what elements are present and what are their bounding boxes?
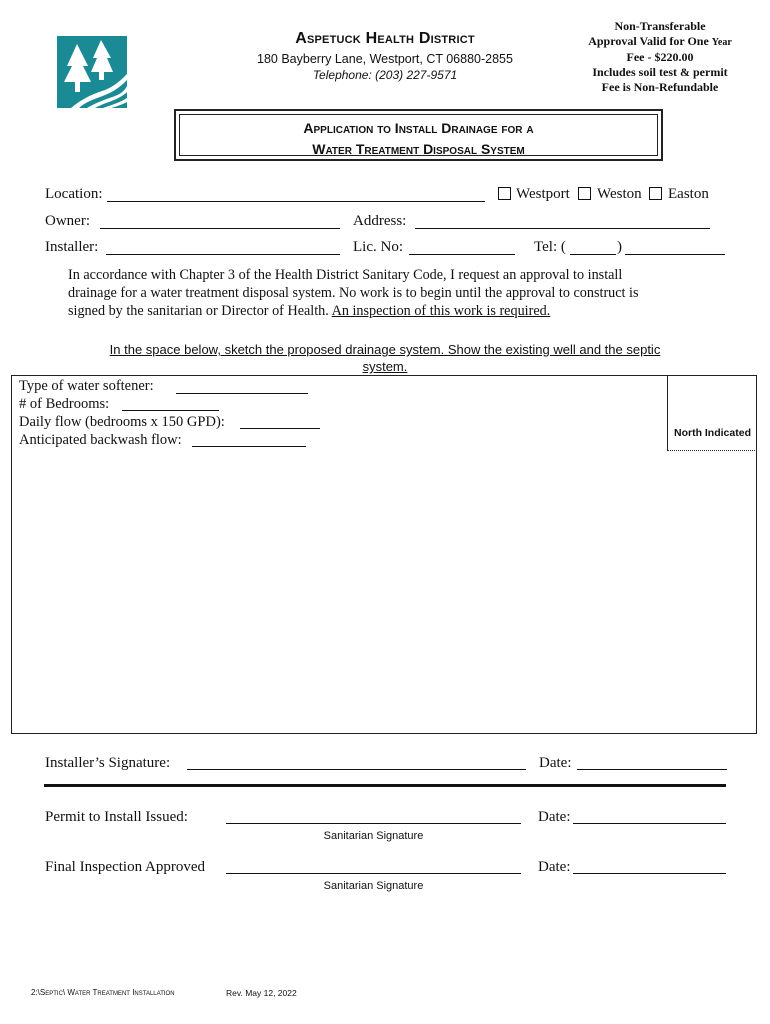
owner-label: Owner: bbox=[45, 213, 90, 229]
weston-checkbox[interactable] bbox=[578, 187, 591, 200]
permit-date-label: Date: bbox=[538, 809, 571, 825]
statement-line-3-text: signed by the sanitarian or Director of Health. bbox=[68, 303, 332, 319]
notice-line-4: Includes soil test & permit bbox=[592, 65, 728, 79]
bedrooms-label: # of Bedrooms: bbox=[19, 396, 110, 412]
permit-label: Permit to Install Issued: bbox=[45, 809, 188, 825]
notice-line-5: Fee is Non-Refundable bbox=[601, 80, 719, 94]
westport-label: Westport bbox=[516, 186, 570, 202]
permit-sanitarian-caption: Sanitarian Signature bbox=[323, 830, 424, 842]
tel-label: Tel: ( bbox=[534, 239, 566, 255]
weston-label: Weston bbox=[597, 186, 642, 202]
sketch-instruction-line-1: In the space below, sketch the proposed drainage system. Show the existing well and the septic bbox=[109, 342, 661, 357]
sketch-instruction bbox=[30, 341, 740, 375]
tel-number-field[interactable] bbox=[625, 254, 725, 255]
permit-signature-field[interactable] bbox=[226, 823, 521, 824]
statement-paragraph bbox=[68, 266, 639, 320]
installer-signature-label: Installer’s Signature: bbox=[45, 755, 171, 771]
easton-label: Easton bbox=[668, 186, 709, 202]
org-telephone: Telephone: (203) 227-9571 bbox=[312, 68, 458, 82]
notice-line-1: Non-Transferable bbox=[614, 19, 706, 33]
easton-checkbox[interactable] bbox=[649, 187, 662, 200]
daily-flow-label: Daily flow (bedrooms x 150 GPD): bbox=[19, 414, 225, 430]
installer-field[interactable] bbox=[106, 254, 340, 255]
lic-field[interactable] bbox=[409, 254, 515, 255]
final-inspection-label: Final Inspection Approved bbox=[45, 859, 205, 875]
final-signature-field[interactable] bbox=[226, 873, 521, 874]
north-indicated-label: North Indicated bbox=[673, 427, 751, 439]
fee-notice bbox=[565, 19, 755, 95]
final-sanitarian-caption: Sanitarian Signature bbox=[323, 880, 424, 892]
tel-close-paren: ) bbox=[617, 239, 622, 255]
installer-date-field[interactable] bbox=[577, 769, 727, 770]
statement-line-2: drainage for a water treatment disposal system. No work is to begin until the approval to construct is bbox=[68, 285, 639, 301]
section-divider bbox=[44, 784, 726, 787]
org-name: Aspetuck Health District bbox=[295, 30, 475, 47]
installer-label: Installer: bbox=[45, 239, 99, 255]
form-title-line-2: Water Treatment Disposal System bbox=[312, 141, 525, 157]
form-title-line-1: Application to Install Drainage for a bbox=[303, 120, 534, 136]
notice-line-2-main: Approval Valid for One bbox=[588, 34, 709, 48]
lic-label: Lic. No: bbox=[353, 239, 403, 255]
statement-line-1: In accordance with Chapter 3 of the Health District Sanitary Code, I request an approval to install bbox=[68, 267, 623, 283]
inspection-required-text: An inspection of this work is required. bbox=[331, 303, 551, 319]
address-field[interactable] bbox=[415, 228, 710, 229]
softener-label: Type of water softener: bbox=[19, 378, 154, 394]
notice-line-2 bbox=[565, 34, 755, 50]
final-date-field[interactable] bbox=[573, 873, 726, 874]
owner-field[interactable] bbox=[100, 228, 340, 229]
sketch-instruction-line-2: system. bbox=[362, 359, 408, 374]
trees-river-logo-icon bbox=[57, 36, 127, 108]
permit-date-field[interactable] bbox=[573, 823, 726, 824]
final-date-label: Date: bbox=[538, 859, 571, 875]
footer-revision: Rev. May 12, 2022 bbox=[226, 988, 297, 998]
district-logo bbox=[57, 36, 127, 108]
title-box bbox=[174, 109, 663, 161]
installer-signature-field[interactable] bbox=[187, 769, 526, 770]
address-label: Address: bbox=[353, 213, 407, 229]
installer-date-label: Date: bbox=[539, 755, 572, 771]
westport-checkbox[interactable] bbox=[498, 187, 511, 200]
backwash-field[interactable] bbox=[192, 446, 306, 447]
notice-line-2-year: Year bbox=[711, 37, 732, 48]
footer-path: 2:\Septic\ Water Treatment Installation bbox=[31, 988, 175, 997]
daily-flow-field[interactable] bbox=[240, 428, 320, 429]
tel-area-code-field[interactable] bbox=[570, 254, 616, 255]
bedrooms-field[interactable] bbox=[122, 410, 219, 411]
softener-field[interactable] bbox=[176, 393, 308, 394]
statement-line-3 bbox=[68, 302, 639, 320]
location-label: Location: bbox=[45, 186, 103, 202]
north-indicator-box[interactable] bbox=[667, 375, 757, 451]
org-address: 180 Bayberry Lane, Westport, CT 06880-2855 bbox=[257, 52, 513, 66]
location-field[interactable] bbox=[107, 201, 485, 202]
notice-line-3: Fee - $220.00 bbox=[626, 50, 694, 64]
backwash-label: Anticipated backwash flow: bbox=[19, 432, 182, 448]
